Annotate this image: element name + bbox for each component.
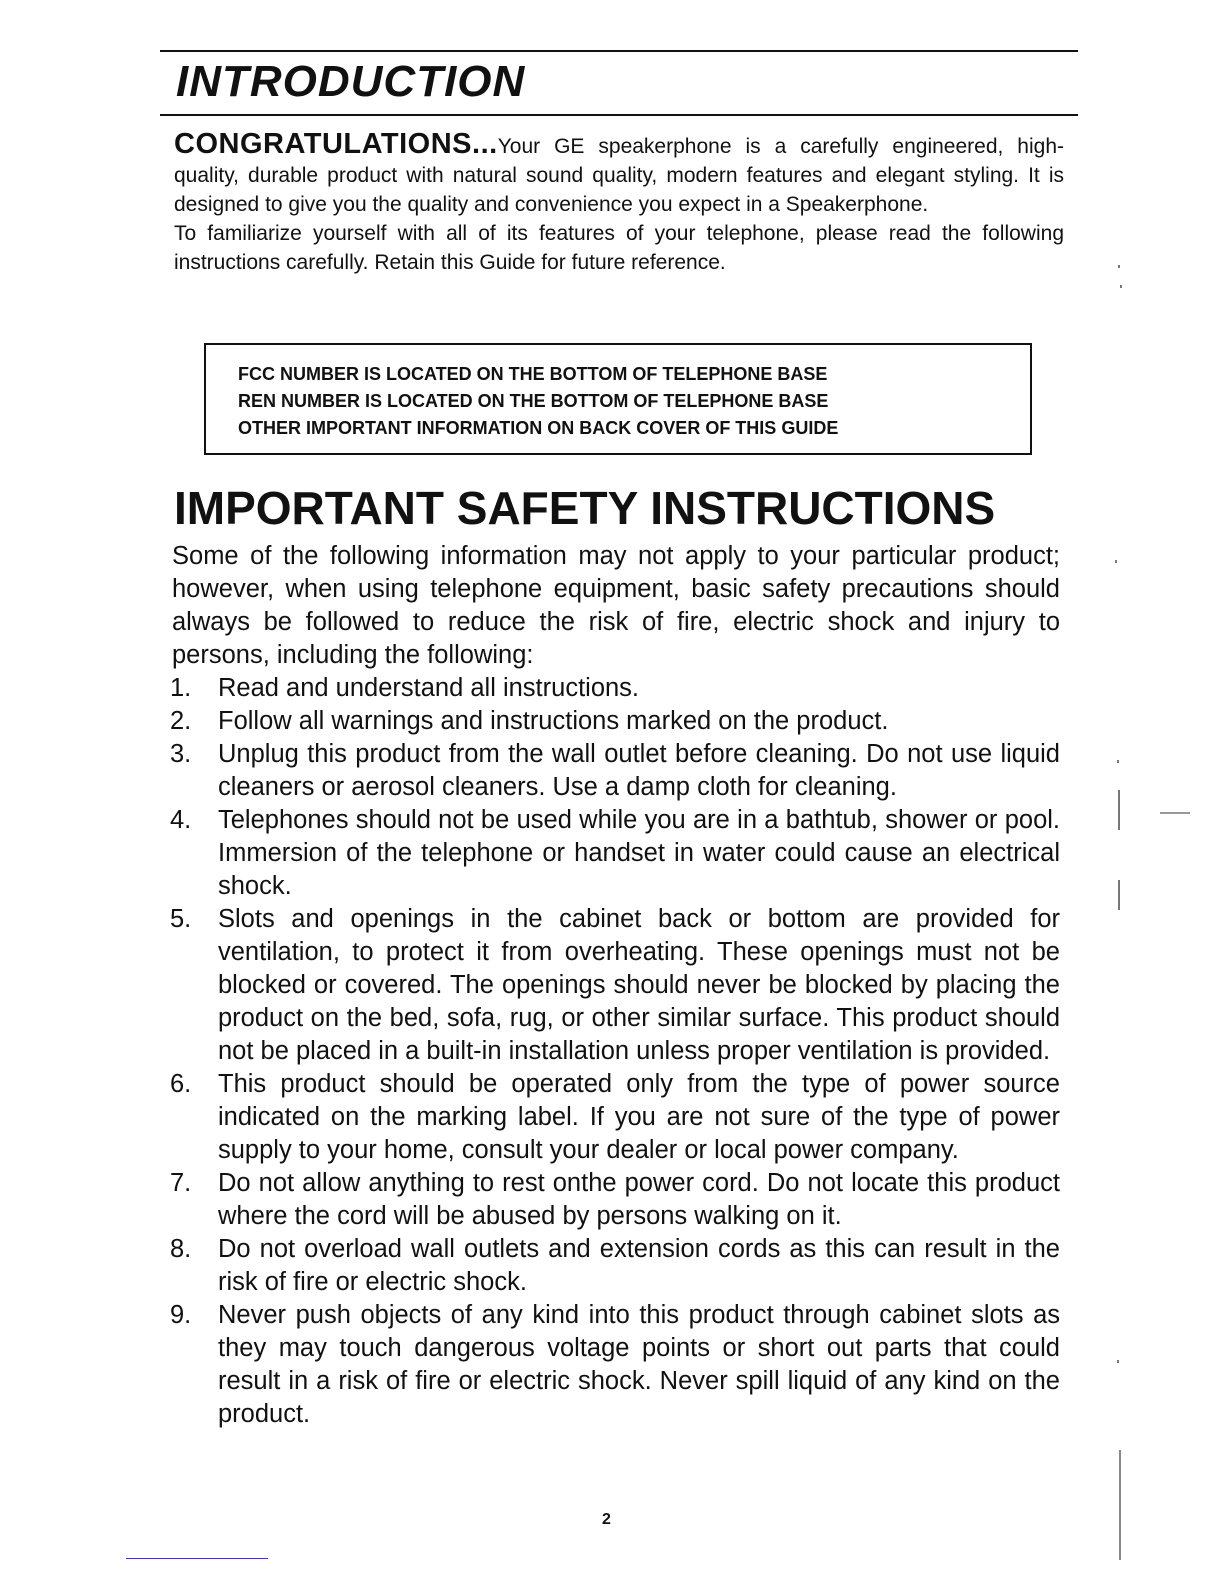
ren-notice-line: REN NUMBER IS LOCATED ON THE BOTTOM OF TELEPHONE BASE bbox=[238, 391, 829, 411]
congratulations-paragraph bbox=[174, 130, 1064, 219]
safety-item bbox=[172, 1068, 1060, 1167]
familiarize-paragraph: To familiarize yourself with all of its features of your telephone, please read the following instructions carefully. Retain this Guide for future reference. bbox=[174, 222, 1064, 274]
safety-intro-paragraph: Some of the following information may not apply to your particular product; however, when using telephone equipment, basic safety precautions should always be followed to reduce the risk of fire, electric shock and injury to persons, including the following: bbox=[172, 542, 1060, 669]
safety-item bbox=[172, 672, 1060, 705]
item-number: 5. bbox=[170, 905, 192, 933]
fcc-notice-box bbox=[204, 343, 1032, 455]
safety-list bbox=[172, 672, 1060, 1431]
item-text: This product should be operated only from the type of power source indicated on the marking label. If you are not sure of the type of power supply to your home, consult your dealer or local power company. bbox=[218, 1070, 1060, 1164]
item-number: 2. bbox=[170, 707, 192, 735]
item-text: Read and understand all instructions. bbox=[218, 674, 640, 702]
item-number: 6. bbox=[170, 1070, 192, 1098]
introduction-section bbox=[174, 130, 1064, 277]
page-number: 2 bbox=[602, 1511, 611, 1528]
safety-section bbox=[172, 540, 1060, 1431]
item-number: 8. bbox=[170, 1235, 192, 1263]
item-text: Telephones should not be used while you are in a bathtub, shower or pool. Immersion of the telephone or handset in water could cause an electrical shock. bbox=[218, 806, 1060, 900]
item-number: 9. bbox=[170, 1301, 192, 1329]
introduction-heading: INTRODUCTION bbox=[176, 57, 526, 106]
safety-item bbox=[172, 738, 1060, 804]
footer-rule bbox=[126, 1558, 268, 1559]
congratulations-lead: CONGRATULATIONS... bbox=[174, 128, 498, 160]
item-number: 3. bbox=[170, 740, 192, 768]
item-text: Do not allow anything to rest onthe power cord. Do not locate this product where the cord will be abused by persons walking on it. bbox=[218, 1169, 1060, 1230]
item-text: Never push objects of any kind into this product through cabinet slots as they may touch dangerous voltage points or short out parts that could result in a risk of fire or electric shock. Never spill liquid of any kind on the product. bbox=[218, 1301, 1060, 1428]
other-info-notice-line: OTHER IMPORTANT INFORMATION ON BACK COVER OF THIS GUIDE bbox=[238, 418, 839, 438]
safety-item bbox=[172, 705, 1060, 738]
safety-item bbox=[172, 903, 1060, 1068]
item-number: 4. bbox=[170, 806, 192, 834]
safety-item bbox=[172, 804, 1060, 903]
item-number: 1. bbox=[170, 674, 192, 702]
item-text: Do not overload wall outlets and extension cords as this can result in the risk of fire or electric shock. bbox=[218, 1235, 1060, 1296]
safety-item bbox=[172, 1233, 1060, 1299]
safety-item bbox=[172, 1299, 1060, 1431]
item-text: Follow all warnings and instructions marked on the product. bbox=[218, 707, 889, 735]
item-text: Unplug this product from the wall outlet before cleaning. Do not use liquid cleaners or aerosol cleaners. Use a damp cloth for cleaning. bbox=[218, 740, 1060, 801]
fcc-notice-line: FCC NUMBER IS LOCATED ON THE BOTTOM OF TELEPHONE BASE bbox=[238, 364, 828, 384]
heading-underline-rule bbox=[160, 114, 1078, 116]
item-number: 7. bbox=[170, 1169, 192, 1197]
congratulations-text: Your GE speakerphone is a carefully engineered, high-quality, durable product with natural sound quality, modern features and elegant styling. It is designed to give you the quality and convenience you expect in a Speakerphone. bbox=[174, 135, 1064, 216]
safety-instructions-heading: IMPORTANT SAFETY INSTRUCTIONS bbox=[174, 482, 996, 534]
item-text: Slots and openings in the cabinet back or bottom are provided for ventilation, to protect it from overheating. These openings must not be blocked or covered. The openings should never be blocked by placing the product on the bed, sofa, rug, or other similar surface. This product should not be placed in a built-in installation unless proper ventilation is provided. bbox=[218, 905, 1060, 1065]
safety-item bbox=[172, 1167, 1060, 1233]
